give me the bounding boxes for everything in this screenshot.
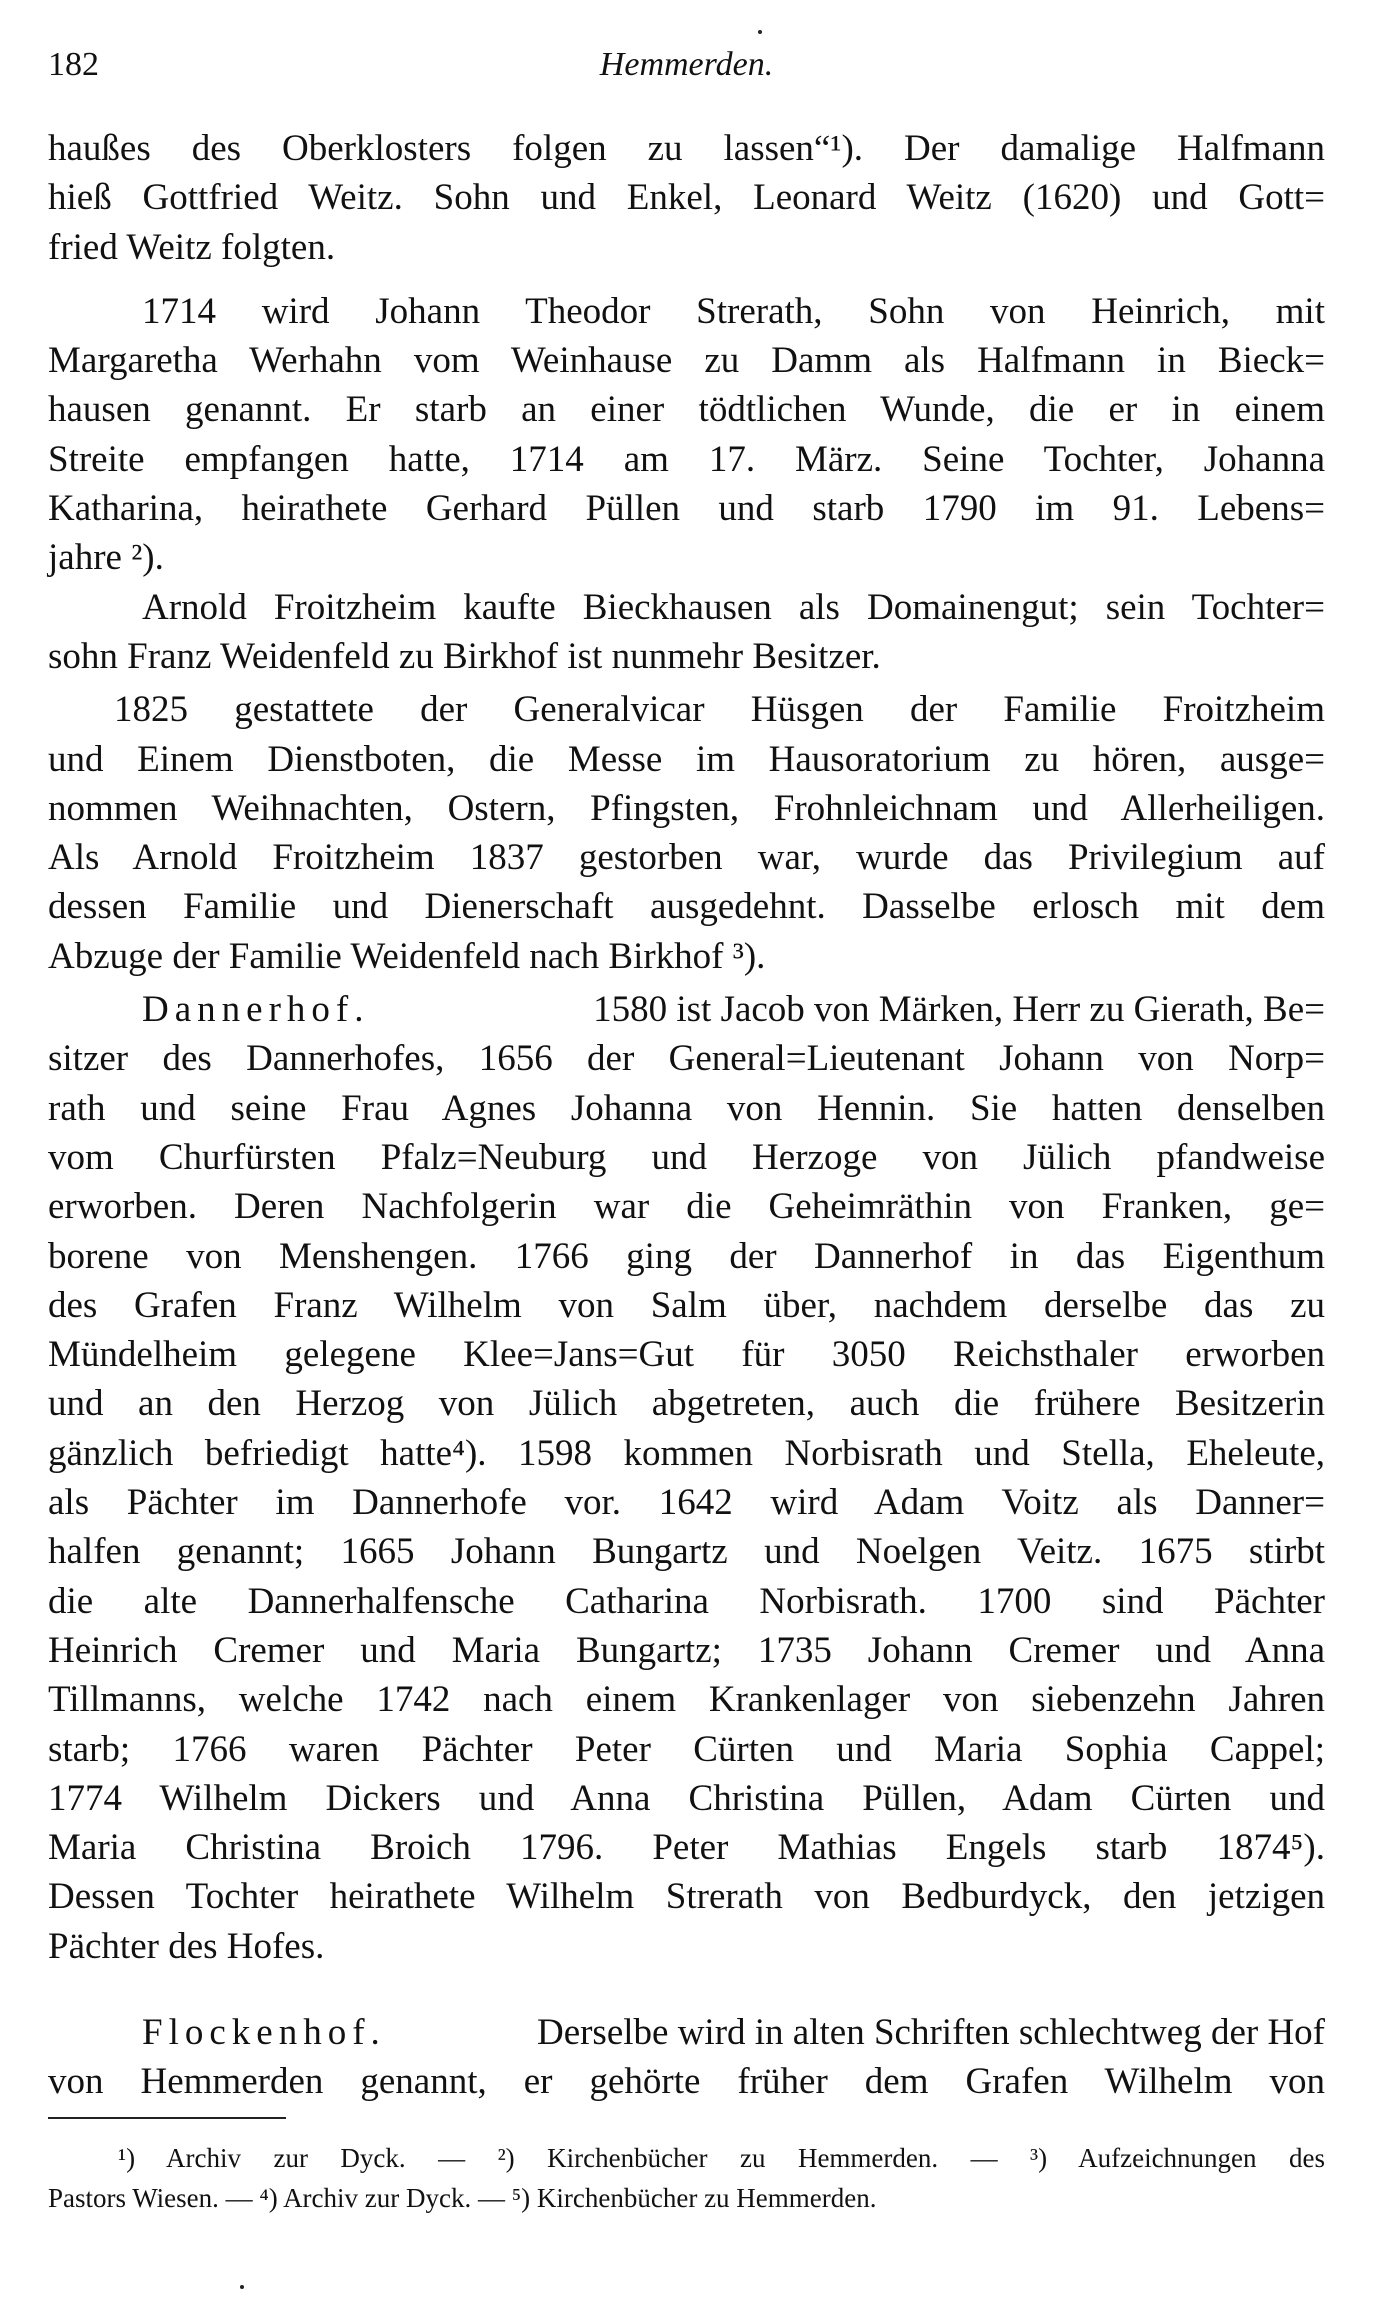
scan-speck — [758, 30, 762, 34]
body-text — [48, 124, 1325, 2107]
page-header — [48, 46, 1325, 90]
text-line: Arnold Froitzheim kaufte Bieckhausen als Domainengut; sein Tochter= — [142, 586, 1325, 628]
paragraph — [48, 287, 1325, 583]
text-line: rath und seine Frau Agnes Johanna von Hennin. Sie hatten denselben — [48, 1087, 1325, 1129]
paragraph — [48, 685, 1325, 981]
text-line: nommen Weihnachten, Ostern, Pfingsten, Frohnleichnam und Allerheiligen. — [48, 787, 1325, 829]
text-line — [48, 2008, 1325, 2057]
text-line: 1825 gestattete der Generalvicar Hüsgen der Familie Froitzheim — [114, 689, 1325, 731]
text-line: gänzlich befriedigt hatte⁴). 1598 kommen Norbisrath und Stella, Eheleute, — [48, 1432, 1325, 1474]
text-line: Heinrich Cremer und Maria Bungartz; 1735 Johann Cremer und Anna — [48, 1629, 1325, 1671]
page-number: 182 — [48, 46, 99, 83]
text-line — [48, 985, 1325, 1034]
footnote-line: ¹) Archiv zur Dyck. — ²) Kirchenbücher zu Hemmerden. — ³) Aufzeichnungen des — [118, 2143, 1325, 2173]
text-line: 1774 Wilhelm Dickers und Anna Christina Püllen, Adam Cürten und — [48, 1777, 1325, 1819]
text-line: hieß Gottfried Weitz. Sohn und Enkel, Leonard Weitz (1620) und Gott= — [48, 177, 1325, 219]
text-line: starb; 1766 waren Pächter Peter Cürten und Maria Sophia Cappel; — [48, 1728, 1325, 1770]
running-title: Hemmerden. — [599, 46, 774, 83]
text-run: Derselbe wird in alten Schriften schlechtweg der Hof — [536, 2011, 1325, 2053]
text-line: Katharina, heirathete Gerhard Püllen und starb 1790 im 91. Lebens= — [48, 488, 1325, 530]
text-line: Pächter des Hofes. — [48, 1925, 325, 1967]
text-line: Streite empfangen hatte, 1714 am 17. März. Seine Tochter, Johanna — [48, 438, 1325, 480]
paragraph-dannerhof — [48, 985, 1325, 1971]
paragraph — [48, 124, 1325, 272]
section-lead: Dannerhof. — [142, 989, 370, 1031]
footnote-rule — [48, 2117, 286, 2119]
text-run: 1580 ist Jacob von Märken, Herr zu Gierath, Be= — [593, 989, 1325, 1031]
text-line: sohn Franz Weidenfeld zu Birkhof ist nunmehr Besitzer. — [48, 635, 881, 677]
footnote-line: Pastors Wiesen. — ⁴) Archiv zur Dyck. — ⁵) Kirchenbücher zu Hemmerden. — [48, 2183, 877, 2213]
text-line: haußes des Oberklosters folgen zu lassen“¹). Der damalige Halfmann — [48, 128, 1325, 169]
text-line: Abzuge der Familie Weidenfeld nach Birkhof ³). — [48, 935, 766, 977]
text-line: erworben. Deren Nachfolgerin war die Geheimräthin von Franken, ge= — [48, 1186, 1325, 1228]
text-line: dessen Familie und Dienerschaft ausgedehnt. Dasselbe erlosch mit dem — [48, 886, 1325, 928]
text-line: des Grafen Franz Wilhelm von Salm über, nachdem derselbe das zu — [48, 1284, 1325, 1326]
scan-speck — [240, 2285, 244, 2289]
text-line: die alte Dannerhalfensche Catharina Norbisrath. 1700 sind Pächter — [48, 1580, 1325, 1622]
text-line: und Einem Dienstboten, die Messe im Hausoratorium zu hören, ausge= — [48, 738, 1325, 780]
text-line: vom Churfürsten Pfalz=Neuburg und Herzoge von Jülich pfandweise — [48, 1136, 1325, 1178]
text-line: als Pächter im Dannerhofe vor. 1642 wird Adam Voitz als Danner= — [48, 1482, 1325, 1524]
text-line: Als Arnold Froitzheim 1837 gestorben war, wurde das Privilegium auf — [48, 837, 1325, 879]
text-line: borene von Menshengen. 1766 ging der Dannerhof in das Eigenthum — [48, 1235, 1325, 1277]
paragraph — [48, 583, 1325, 682]
paragraph-flockenhof — [48, 2008, 1325, 2107]
text-line: Mündelheim gelegene Klee=Jans=Gut für 3050 Reichsthaler erworben — [48, 1334, 1325, 1376]
text-line: 1714 wird Johann Theodor Strerath, Sohn von Heinrich, mit — [142, 290, 1325, 332]
text-line: Margaretha Werhahn vom Weinhause zu Damm als Halfmann in Bieck= — [48, 340, 1325, 382]
text-line: halfen genannt; 1665 Johann Bungartz und Noelgen Veitz. 1675 stirbt — [48, 1531, 1325, 1573]
text-line: sitzer des Dannerhofes, 1656 der General=Lieutenant Johann von Norp= — [48, 1038, 1325, 1080]
text-line: Tillmanns, welche 1742 nach einem Krankenlager von siebenzehn Jahren — [48, 1679, 1325, 1721]
text-line: Maria Christina Broich 1796. Peter Mathias Engels starb 1874⁵). — [48, 1827, 1325, 1869]
text-line: und an den Herzog von Jülich abgetreten, auch die frühere Besitzerin — [48, 1383, 1325, 1425]
text-line: fried Weitz folgten. — [48, 226, 336, 268]
text-line: Dessen Tochter heirathete Wilhelm Strerath von Bedburdyck, den jetzigen — [48, 1876, 1325, 1918]
section-lead: Flockenhof. — [142, 2011, 386, 2053]
text-line: hausen genannt. Er starb an einer tödtlichen Wunde, die er in einem — [48, 389, 1325, 431]
text-line: von Hemmerden genannt, er gehörte früher dem Grafen Wilhelm von — [48, 2061, 1325, 2103]
footnotes — [48, 2138, 1325, 2218]
text-line: jahre ²). — [48, 537, 164, 579]
